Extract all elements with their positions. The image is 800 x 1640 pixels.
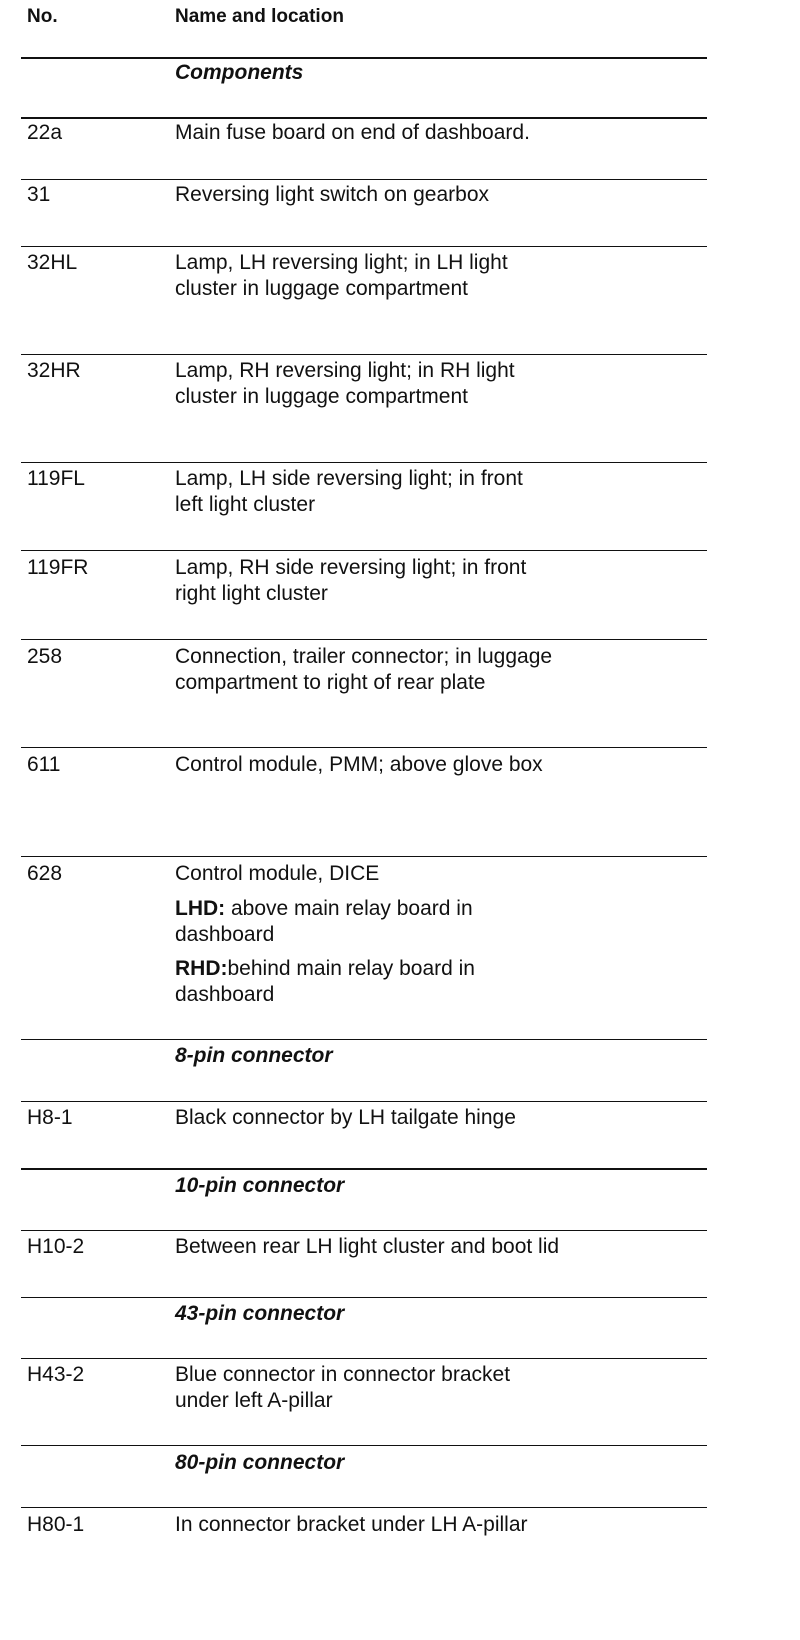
row-divider — [21, 462, 707, 463]
section-title: 8-pin connector — [175, 1044, 333, 1067]
section-title: 43-pin connector — [175, 1302, 345, 1325]
description-line: In connector bracket under LH A-pillar — [175, 1513, 528, 1536]
row-divider — [21, 1297, 707, 1298]
description-line: Control module, PMM; above glove box — [175, 753, 543, 776]
item-description — [175, 1512, 695, 1538]
row-divider — [21, 1230, 707, 1231]
note-text: dashboard — [175, 923, 275, 946]
item-number: 628 — [27, 862, 63, 885]
description-line: cluster in luggage compartment — [175, 385, 468, 408]
item-number: 119FR — [27, 556, 89, 579]
note-label: RHD: — [175, 957, 228, 980]
description-line: Lamp, LH reversing light; in LH light — [175, 251, 508, 274]
item-description — [175, 752, 695, 778]
row-divider — [21, 246, 707, 247]
item-description — [175, 644, 695, 696]
row-divider — [21, 1358, 707, 1359]
header-divider — [21, 57, 707, 59]
description-line: Black connector by LH tailgate hinge — [175, 1106, 516, 1129]
description-line: compartment to right of rear plate — [175, 671, 486, 694]
note-label: LHD: — [175, 897, 226, 920]
item-number: H43-2 — [27, 1363, 85, 1386]
note-rhd — [175, 956, 695, 1008]
row-divider — [21, 117, 707, 119]
item-number: 32HR — [27, 359, 81, 382]
row-divider — [21, 1101, 707, 1102]
description-line: cluster in luggage compartment — [175, 277, 468, 300]
item-description — [175, 466, 695, 518]
description-line: left light cluster — [175, 493, 316, 516]
description-line: Lamp, LH side reversing light; in front — [175, 467, 523, 490]
description-line: Lamp, RH side reversing light; in front — [175, 556, 527, 579]
item-number: 22a — [27, 121, 63, 144]
description-line: Between rear LH light cluster and boot lid — [175, 1235, 560, 1258]
row-divider — [21, 639, 707, 640]
item-description — [175, 861, 695, 1008]
column-header-name: Name and location — [175, 6, 344, 27]
row-divider — [21, 1039, 707, 1040]
description-line: Lamp, RH reversing light; in RH light — [175, 359, 515, 382]
description-line: Control module, DICE — [175, 862, 380, 885]
item-number: 258 — [27, 645, 63, 668]
item-number: 611 — [27, 753, 61, 776]
item-description — [175, 1105, 695, 1131]
description-line: Main fuse board on end of dashboard. — [175, 121, 530, 144]
column-header-no: No. — [27, 6, 58, 27]
row-divider — [21, 354, 707, 355]
row-divider — [21, 1445, 707, 1446]
note-text: dashboard — [175, 983, 275, 1006]
row-divider — [21, 747, 707, 748]
note-text: above main relay board in — [231, 897, 473, 920]
row-divider — [21, 550, 707, 551]
item-number: H80-1 — [27, 1513, 85, 1536]
description-line: under left A-pillar — [175, 1389, 333, 1412]
section-title: Components — [175, 61, 304, 84]
item-number: 119FL — [27, 467, 85, 490]
description-line: Connection, trailer connector; in luggage — [175, 645, 553, 668]
item-description — [175, 1234, 695, 1260]
item-description — [175, 182, 695, 208]
item-number: 31 — [27, 183, 51, 206]
note-lhd — [175, 896, 695, 948]
note-text: behind main relay board in — [227, 957, 475, 980]
row-divider — [21, 856, 707, 857]
description-line: Reversing light switch on gearbox — [175, 183, 489, 206]
item-description — [175, 1362, 695, 1414]
item-number: H8-1 — [27, 1106, 73, 1129]
row-divider — [21, 1507, 707, 1508]
item-description — [175, 120, 695, 146]
item-description — [175, 555, 695, 607]
item-description — [175, 250, 695, 302]
row-divider — [21, 1168, 707, 1170]
row-divider — [21, 179, 707, 180]
section-title: 80-pin connector — [175, 1451, 345, 1474]
section-title: 10-pin connector — [175, 1174, 345, 1197]
description-line: right light cluster — [175, 582, 328, 605]
item-number: 32HL — [27, 251, 78, 274]
item-description — [175, 358, 695, 410]
description-line: Blue connector in connector bracket — [175, 1363, 511, 1386]
item-number: H10-2 — [27, 1235, 85, 1258]
